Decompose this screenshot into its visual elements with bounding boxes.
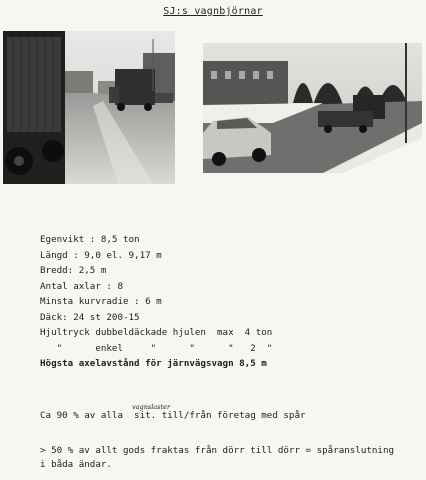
car-and-truck-roadside-photo: [203, 43, 422, 173]
note-line: Ca 90 % av alla sit. till/från företag med spår: [40, 410, 306, 421]
page-title: SJ:s vagnbjörnar: [163, 6, 263, 17]
spec-line: Längd : 9,0 el. 9,17 m: [40, 249, 162, 261]
handwritten-insert: vagnslaster: [132, 403, 171, 411]
spec-line: " enkel " " " 2 ": [40, 342, 273, 354]
note-paragraph: [40, 444, 394, 472]
note-line: > 50 % av allt gods fraktas från dörr till dörr = spåranslutning: [40, 445, 395, 456]
spec-line: Hjultryck dubbeldäckade hjulen max 4 ton: [40, 327, 273, 338]
spec-line: Däck: 24 st 200-15: [40, 311, 140, 323]
spec-line: Minsta kurvradie : 6 m: [40, 296, 162, 307]
specifications-list: [40, 232, 272, 372]
spec-line: Antal axlar : 8: [40, 280, 123, 292]
truck-on-road-photo: [3, 31, 175, 184]
spec-line-corrected: Högsta axelavstånd för järnvägsvagn 8,5 m: [40, 358, 267, 369]
spec-line: Egenvikt : 8,5 ton: [40, 234, 140, 245]
note-line: i båda ändar.: [40, 459, 112, 470]
spec-line: Bredd: 2,5 m: [40, 265, 107, 276]
